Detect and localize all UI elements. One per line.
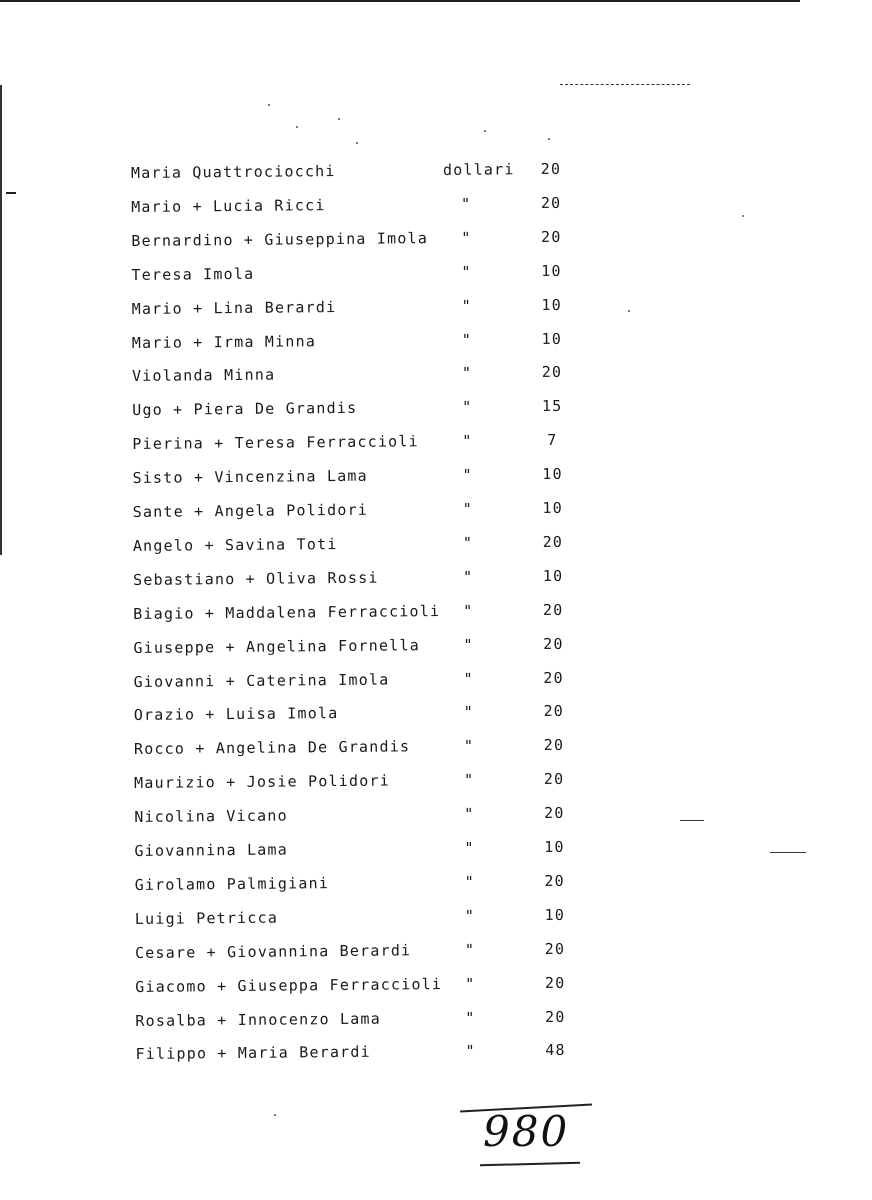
entry-name: Sisto + Vincenzina Lama bbox=[132, 466, 368, 488]
entry-name: Sebastiano + Oliva Rossi bbox=[132, 568, 379, 589]
list-item bbox=[131, 259, 591, 285]
entry-currency: " bbox=[461, 364, 473, 383]
entry-amount: 20 bbox=[544, 939, 566, 958]
entry-name: Mario + Lina Berardi bbox=[131, 297, 337, 318]
entry-amount: 20 bbox=[545, 1007, 566, 1026]
entry-amount: 20 bbox=[543, 668, 564, 687]
entry-name: Biagio + Maddalena Ferraccioli bbox=[133, 601, 441, 623]
entry-currency: " bbox=[464, 804, 475, 823]
scan-speck bbox=[356, 142, 358, 144]
list-item bbox=[135, 1039, 595, 1065]
entry-currency: " bbox=[463, 635, 474, 654]
entry-amount: 20 bbox=[543, 634, 564, 653]
entry-amount: 20 bbox=[543, 770, 565, 789]
entry-currency: " bbox=[464, 940, 476, 959]
scan-dash-mark bbox=[560, 84, 690, 86]
entry-amount: 20 bbox=[540, 227, 562, 246]
list-item bbox=[135, 903, 595, 929]
scan-dash-mark bbox=[680, 820, 704, 821]
entry-amount: 10 bbox=[544, 905, 566, 924]
entry-currency: " bbox=[463, 669, 474, 688]
entry-currency: " bbox=[462, 567, 474, 586]
list-item bbox=[135, 971, 595, 997]
list-item bbox=[132, 429, 592, 455]
scan-speck bbox=[296, 126, 298, 128]
list-item bbox=[132, 463, 592, 489]
list-item bbox=[132, 395, 592, 421]
entry-name: Mario + Lucia Ricci bbox=[131, 196, 326, 216]
entry-amount: 15 bbox=[541, 397, 563, 416]
scan-speck bbox=[628, 310, 630, 312]
entry-amount: 10 bbox=[542, 464, 563, 484]
entry-currency: " bbox=[461, 194, 472, 213]
entry-name: Cesare + Giovannina Berardi bbox=[134, 941, 412, 962]
entry-currency: " bbox=[461, 330, 473, 349]
scan-margin-mark bbox=[6, 192, 16, 194]
entry-amount: 10 bbox=[541, 261, 562, 280]
entry-currency: " bbox=[465, 1042, 476, 1061]
entry-currency: " bbox=[464, 906, 476, 925]
entry-amount: 48 bbox=[545, 1041, 566, 1060]
total-lower-line bbox=[480, 1162, 580, 1166]
entry-name: Rosalba + Innocenzo Lama bbox=[135, 1009, 381, 1030]
list-item bbox=[135, 869, 595, 895]
list-item bbox=[133, 530, 593, 556]
entry-name: Ugo + Piera De Grandis bbox=[132, 399, 358, 420]
scan-dash-mark bbox=[770, 852, 806, 853]
entry-amount: 20 bbox=[543, 803, 565, 823]
entry-amount: 20 bbox=[544, 871, 565, 890]
list-item bbox=[133, 497, 593, 523]
entry-name: Giovanni + Caterina Imola bbox=[133, 670, 390, 691]
scan-top-border bbox=[0, 0, 800, 2]
entry-name: Angelo + Savina Toti bbox=[132, 534, 338, 555]
handwritten-total bbox=[455, 1085, 595, 1175]
list-item bbox=[131, 191, 591, 217]
list-item bbox=[135, 937, 595, 963]
scan-speck bbox=[268, 104, 270, 106]
entry-amount: 10 bbox=[541, 295, 562, 314]
entry-name: Pierina + Teresa Ferraccioli bbox=[132, 432, 419, 454]
scan-speck bbox=[484, 130, 486, 132]
entry-currency: " bbox=[463, 737, 475, 756]
entry-currency: " bbox=[462, 465, 473, 484]
entry-name: Giovannina Lama bbox=[134, 840, 289, 860]
list-item bbox=[134, 836, 594, 862]
entry-amount: 10 bbox=[542, 566, 564, 585]
entry-name: Maria Quattrociocchi bbox=[130, 162, 336, 182]
entry-name: Teresa Imola bbox=[131, 264, 255, 284]
list-item bbox=[132, 327, 592, 353]
scan-speck bbox=[548, 138, 550, 140]
scan-speck bbox=[742, 215, 744, 217]
list-item bbox=[134, 768, 594, 794]
entry-name: Maurizio + Josie Polidori bbox=[134, 771, 390, 793]
entry-currency: " bbox=[462, 398, 473, 417]
list-item bbox=[131, 225, 591, 251]
entry-currency: " bbox=[462, 431, 473, 451]
entry-name: Sante + Angela Polidori bbox=[132, 500, 369, 521]
entry-name: Nicolina Vicano bbox=[134, 806, 288, 827]
entry-currency: " bbox=[465, 1008, 476, 1027]
entry-amount: 20 bbox=[541, 363, 563, 382]
entry-name: Mario + Irma Minna bbox=[131, 331, 317, 352]
list-item bbox=[133, 598, 593, 624]
entry-currency: " bbox=[461, 296, 472, 315]
entry-currency: " bbox=[463, 601, 474, 620]
entry-currency: " bbox=[461, 262, 472, 281]
list-item bbox=[135, 1005, 595, 1031]
entry-amount: 20 bbox=[543, 702, 565, 721]
list-item bbox=[134, 700, 594, 726]
entry-currency: dollari bbox=[442, 160, 515, 179]
entry-amount: 20 bbox=[542, 600, 564, 619]
entry-currency: " bbox=[465, 974, 476, 993]
entry-currency: " bbox=[464, 770, 475, 790]
entry-amount: 20 bbox=[540, 193, 562, 212]
entry-currency: " bbox=[461, 228, 472, 247]
list-item bbox=[134, 802, 594, 828]
list-item bbox=[132, 361, 592, 387]
entry-amount: 20 bbox=[540, 159, 562, 179]
list-item bbox=[133, 632, 593, 658]
entry-name: Orazio + Luisa Imola bbox=[133, 704, 339, 725]
entry-amount: 10 bbox=[542, 498, 564, 518]
entry-currency: " bbox=[462, 499, 474, 518]
list-item bbox=[132, 293, 592, 319]
list-item bbox=[134, 734, 594, 760]
scan-speck bbox=[338, 118, 340, 120]
entry-name: Rocco + Angelina De Grandis bbox=[133, 737, 411, 759]
entry-amount: 10 bbox=[541, 329, 563, 348]
scan-speck bbox=[274, 1114, 276, 1116]
entry-name: Giuseppe + Angelina Fornella bbox=[133, 635, 420, 657]
entry-currency: " bbox=[463, 703, 475, 722]
entry-name: Giacomo + Giuseppa Ferraccioli bbox=[135, 974, 443, 996]
entry-amount: 20 bbox=[544, 973, 566, 992]
entry-currency: " bbox=[464, 872, 475, 891]
entry-amount: 7 bbox=[547, 431, 558, 450]
entry-name: Bernardino + Giuseppina Imola bbox=[131, 228, 429, 250]
entry-name: Violanda Minna bbox=[131, 366, 276, 386]
total-amount: 980 bbox=[483, 1107, 570, 1156]
entry-currency: " bbox=[462, 533, 474, 552]
scan-left-border bbox=[0, 85, 2, 555]
entry-currency: " bbox=[464, 838, 475, 857]
list-item bbox=[133, 564, 593, 590]
entry-amount: 20 bbox=[542, 532, 564, 551]
entry-name: Filippo + Maria Berardi bbox=[135, 1043, 371, 1064]
entry-name: Luigi Petricca bbox=[134, 908, 279, 928]
entry-name: Girolamo Palmigiani bbox=[134, 874, 330, 894]
list-item bbox=[134, 666, 594, 692]
list-item bbox=[131, 158, 591, 184]
entry-amount: 10 bbox=[544, 837, 565, 857]
entry-amount: 20 bbox=[543, 736, 565, 755]
